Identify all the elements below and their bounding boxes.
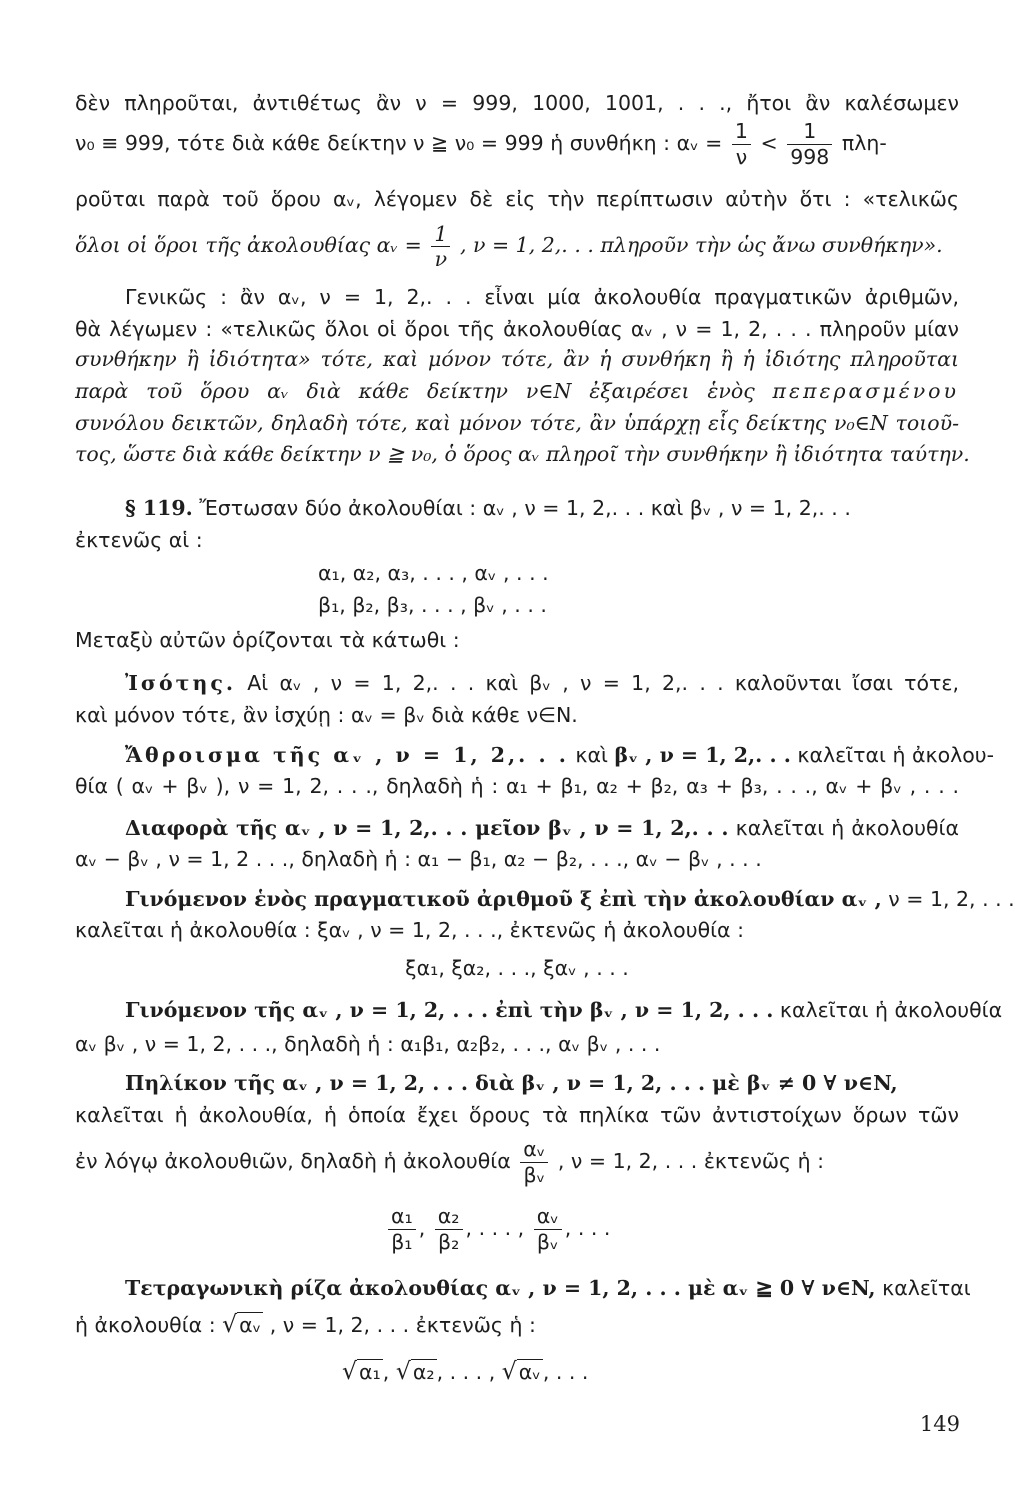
denominator: β₂ (438, 1229, 460, 1254)
sequence-beta: β₁, β₂, β₃, . . . , βᵥ , . . . (318, 593, 547, 617)
text-segment: καλεῖται ἡ ἀκολου- (797, 743, 995, 767)
text-segment: ν₀ ≡ 999, τότε διὰ κάθε δείκτην ν ≧ ν₀ = 999 ἡ συνθήκη : αᵥ = (75, 131, 723, 155)
less-than-sign: < (760, 131, 778, 155)
spaced-emphasis: πεπερασμένου (772, 379, 959, 403)
radicand: αᵥ (239, 1313, 262, 1337)
text-line-italic: συνόλου δεικτῶν, δηλαδὴ τότε, καὶ μόνον τότε, ἂν ὑπάρχῃ εἷς δείκτης ν₀∈N τοιοῦ- (75, 411, 959, 435)
term-quotient: Πηλίκον τῆς αᵥ , ν = 1, 2, . . . διὰ βᵥ , ν = 1, 2, . . . μὲ βᵥ ≠ 0 ∀ ν∈N, (125, 1071, 898, 1095)
radical-sign-icon: √ (395, 1357, 411, 1385)
sequence-alpha: α₁, α₂, α₃, . . . , αᵥ , . . . (318, 561, 549, 585)
text-segment: , ν = 1, 2,. . . πληροῦν τὴν ὡς ἄνω συνθήκην». (459, 233, 943, 257)
text-segment: καλεῖται ἡ ἀκολουθία (735, 816, 959, 840)
text-line: ροῦται παρὰ τοῦ ὅρου αᵥ, λέγομεν δὲ εἰς τὴν περίπτωσιν αὐτὴν ὅτι : «τελικῶς (75, 187, 959, 211)
sequence-sqrt (342, 1358, 702, 1385)
ellipsis: , . . . (542, 1360, 589, 1384)
text-line: Γενικῶς : ἂν αᵥ, ν = 1, 2,. . . εἶναι μία ἀκολουθία πραγματικῶν ἀριθμῶν, (125, 285, 959, 309)
radical-sign-icon: √ (342, 1357, 358, 1385)
text-line: δὲν πληροῦται, ἀντιθέτως ἂν ν = 999, 1000, 1001, . . ., ἤτοι ἂν καλέσωμεν (75, 91, 959, 115)
fraction-1-over-998 (787, 121, 832, 167)
numerator: 1 (431, 224, 450, 248)
comma: , (418, 1216, 426, 1240)
denominator: ν (735, 144, 748, 169)
term-sum: Ἄθροισμα τῆς αᵥ , ν = 1, 2,. . . (125, 743, 569, 767)
text-line: καὶ μόνον τότε, ἂν ἰσχύῃ : αᵥ = βᵥ διὰ κάθε ν∈N. (75, 703, 578, 727)
page-number: 149 (919, 1412, 960, 1436)
term-difference: Διαφορὰ τῆς αᵥ , ν = 1, 2,. . . μεῖον βᵥ , ν = 1, 2,. . . (125, 816, 729, 840)
denominator: β₁ (391, 1229, 413, 1254)
text-segment: ἡ ἀκολουθία : (75, 1313, 216, 1337)
radicand: αᵥ (518, 1360, 541, 1384)
definition-product (75, 997, 1003, 1023)
ellipsis: , . . . (564, 1216, 611, 1240)
separator: , . . . , (465, 1216, 525, 1240)
text-line: ἐκτενῶς αἱ : (75, 528, 203, 552)
definition-difference (75, 815, 959, 841)
text-line: καλεῖται ἡ ἀκολουθία, ἡ ὁποία ἔχει ὅρους τὰ πηλίκα τῶν ἀντιστοίχων ὅρων τῶν (75, 1103, 959, 1127)
sequence-scalar: ξα₁, ξα₂, . . ., ξαᵥ , . . . (405, 956, 629, 980)
definition-equality (75, 670, 959, 696)
sqrt-av (222, 1311, 263, 1338)
fraction-av-bv (534, 1206, 562, 1252)
sequence-quotient (385, 1198, 685, 1258)
fraction-1-over-nu (431, 221, 450, 271)
sqrt-a2 (396, 1358, 437, 1385)
text-line (75, 316, 959, 342)
text-segment: πλη- (841, 131, 887, 155)
text-segment: παρὰ τοῦ ὅρου αᵥ διὰ κάθε δείκτην ν∈N ἐξαιρέσει ἑνὸς (75, 379, 755, 403)
fraction-1-over-nu (732, 121, 751, 167)
separator: , . . . , (436, 1360, 496, 1384)
text-line: αᵥ − βᵥ , ν = 1, 2 . . ., δηλαδὴ ἡ : α₁ − β₁, α₂ − β₂, . . ., αᵥ − βᵥ , . . . (75, 847, 762, 871)
numerator: 1 (787, 121, 832, 145)
text-line-with-radical (75, 1311, 959, 1338)
text-segment: , ν = 1, 2, . . . ἐκτενῶς ἡ : (557, 1149, 824, 1173)
fraction-alpha-over-beta (520, 1139, 548, 1185)
text-segment: θὰ λέγωμεν : «τελικῶς ὅλοι οἱ ὅροι τῆς ἀκολουθίας αᵥ , ν = 1, 2, . . . πληροῦν μίαν (75, 317, 959, 341)
numerator: α₁ (388, 1206, 416, 1230)
term-square-root: Τετραγωνικὴ ρίζα ἀκολουθίας αᵥ , ν = 1, 2, . . . μὲ αᵥ ≧ 0 ∀ ν∈N, (125, 1276, 876, 1300)
definition-sum (75, 742, 995, 768)
text-line: αᵥ βᵥ , ν = 1, 2, . . ., δηλαδὴ ἡ : α₁β₁, α₂β₂, . . ., αᵥ βᵥ , . . . (75, 1032, 661, 1056)
text-segment: καλεῖται (882, 1276, 971, 1300)
radicand: α₂ (412, 1360, 435, 1384)
radical-sign-icon: √ (222, 1310, 238, 1338)
fraction-a1-b1 (388, 1206, 416, 1252)
definition-scalar-product (75, 886, 1015, 912)
denominator: ν (434, 247, 448, 271)
numerator: α₂ (435, 1206, 463, 1230)
denominator: βᵥ (536, 1229, 559, 1254)
text-line-italic: συνθήκην ἢ ἰδιότητα» τότε, καὶ μόνον τότε, ἂν ἡ συνθήκη ἢ ἡ ἰδιότης πληροῦται (75, 347, 959, 371)
text-segment: ὅλοι οἱ ὅροι τῆς ἀκολουθίας αᵥ = (75, 233, 422, 257)
comma: , (382, 1360, 390, 1384)
term-product: Γινόμενον τῆς αᵥ , ν = 1, 2, . . . ἐπὶ τὴν βᵥ , ν = 1, 2, . . . (125, 998, 774, 1022)
sqrt-av (502, 1358, 543, 1385)
text-segment: ἐν λόγῳ ἀκολουθιῶν, δηλαδὴ ἡ ἀκολουθία (75, 1149, 511, 1173)
sqrt-a1 (342, 1358, 383, 1385)
text-line-with-fractions (75, 119, 959, 169)
section-number: § 119. (125, 496, 193, 520)
text-segment: καὶ (575, 743, 608, 767)
term-equality: Ἰσότης. (125, 671, 236, 695)
numerator: 1 (732, 121, 751, 145)
text-line-with-fraction (75, 1136, 959, 1186)
text-line-italic (75, 221, 959, 271)
numerator: αᵥ (520, 1139, 548, 1163)
definition-square-root (75, 1275, 971, 1301)
radical-sign-icon: √ (501, 1357, 517, 1385)
text-segment: , ν = 1, 2, . . . ἐκτενῶς ἡ : (269, 1313, 536, 1337)
text-segment: Αἱ αᵥ , ν = 1, 2,. . . καὶ βᵥ , ν = 1, 2,. . . καλοῦνται ἴσαι τότε, (247, 671, 959, 695)
text-segment: καλεῖται ἡ ἀκολουθία (779, 998, 1003, 1022)
text-line: θία ( αᵥ + βᵥ ), ν = 1, 2, . . ., δηλαδὴ ἡ : α₁ + β₁, α₂ + β₂, α₃ + β₃, . . ., αᵥ + βᵥ , . . . (75, 774, 959, 798)
text-line: Μεταξὺ αὐτῶν ὁρίζονται τὰ κάτωθι : (75, 628, 460, 652)
fraction-a2-b2 (435, 1206, 463, 1252)
text-segment: ν = 1, 2, . . . (888, 887, 1015, 911)
section-heading-line (75, 495, 959, 521)
denominator: 998 (790, 144, 830, 169)
term-scalar-product: Γινόμενον ἑνὸς πραγματικοῦ ἀριθμοῦ ξ ἐπὶ τὴν ἀκολουθίαν αᵥ , (125, 887, 882, 911)
denominator: βᵥ (523, 1162, 546, 1187)
numerator: αᵥ (534, 1206, 562, 1230)
text-line: καλεῖται ἡ ἀκολουθία : ξαᵥ , ν = 1, 2, . . ., ἐκτενῶς ἡ ἀκολουθία : (75, 918, 744, 942)
text-segment: βᵥ , ν = 1, 2,. . . (614, 743, 791, 767)
radicand: α₁ (359, 1360, 381, 1384)
definition-quotient (75, 1070, 959, 1096)
text-line-italic: τος, ὥστε διὰ κάθε δείκτην ν ≧ ν₀, ὁ ὅρος αᵥ πληροῖ τὴν συνθήκην ἢ ἰδιότητα ταύτην. (75, 442, 970, 466)
text-line-italic (75, 378, 959, 404)
text-segment: Ἔστωσαν δύο ἀκολουθίαι : αᵥ , ν = 1, 2,. . . καὶ βᵥ , ν = 1, 2,. . . (199, 496, 851, 520)
